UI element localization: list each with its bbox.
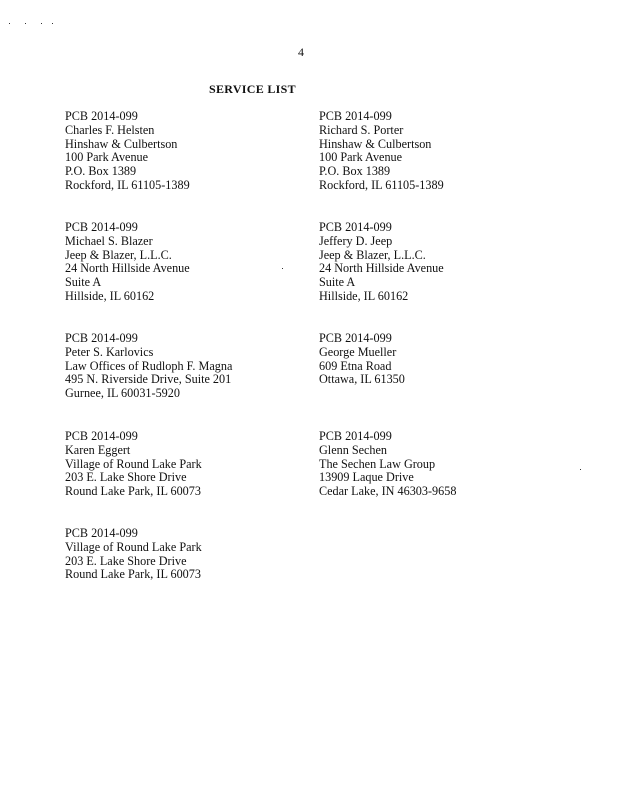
contact-name: Jeffery D. Jeep bbox=[319, 233, 393, 248]
city-state-zip: Cedar Lake, IN 46303-9658 bbox=[319, 484, 457, 499]
docket-number: PCB 2014-099 bbox=[319, 220, 392, 234]
docket-number: PCB 2014-099 bbox=[319, 429, 392, 443]
city-state-zip: Rockford, IL 61105-1389 bbox=[319, 177, 444, 192]
firm-name: Hinshaw & Culbertson bbox=[319, 136, 432, 151]
scan-speck bbox=[580, 469, 581, 470]
firm-name: The Sechen Law Group bbox=[319, 456, 436, 471]
service-entry bbox=[319, 110, 444, 193]
service-entry bbox=[319, 430, 456, 499]
address-line: P.O. Box 1389 bbox=[65, 164, 137, 179]
service-entry bbox=[65, 110, 190, 193]
service-entry bbox=[65, 430, 202, 499]
docket-number: PCB 2014-099 bbox=[65, 331, 138, 345]
service-entry bbox=[319, 221, 444, 304]
scan-speck bbox=[41, 23, 42, 24]
docket-number: PCB 2014-099 bbox=[65, 526, 138, 540]
city-state-zip: Round Lake Park, IL 60073 bbox=[65, 484, 201, 499]
page-title: SERVICE LIST bbox=[209, 82, 296, 96]
contact-name: Village of Round Lake Park bbox=[65, 539, 202, 554]
contact-name: Richard S. Porter bbox=[319, 122, 404, 137]
address-line: 203 E. Lake Shore Drive bbox=[65, 470, 187, 485]
city-state-zip: Gurnee, IL 60031-5920 bbox=[65, 386, 180, 401]
contact-name: Michael S. Blazer bbox=[65, 233, 153, 248]
city-state-zip: Rockford, IL 61105-1389 bbox=[65, 177, 190, 192]
firm-name: Jeep & Blazer, L.L.C. bbox=[65, 247, 172, 262]
firm-name: Village of Round Lake Park bbox=[65, 456, 202, 471]
service-entry bbox=[319, 332, 405, 387]
city-state-zip: Ottawa, IL 61350 bbox=[319, 372, 405, 387]
address-line: 100 Park Avenue bbox=[319, 150, 403, 165]
city-state-zip: Hillside, IL 60162 bbox=[319, 288, 409, 303]
city-state-zip: Hillside, IL 60162 bbox=[65, 288, 155, 303]
service-entry bbox=[65, 221, 190, 304]
address-line: 100 Park Avenue bbox=[65, 150, 149, 165]
contact-name: Charles F. Helsten bbox=[65, 122, 155, 137]
service-entry bbox=[65, 527, 202, 582]
service-entry bbox=[65, 332, 232, 401]
page-number: 4 bbox=[298, 45, 304, 59]
address-line: 24 North Hillside Avenue bbox=[319, 261, 444, 276]
contact-name: Peter S. Karlovics bbox=[65, 344, 154, 359]
docket-number: PCB 2014-099 bbox=[319, 109, 392, 123]
address-line: 203 E. Lake Shore Drive bbox=[65, 553, 187, 568]
scan-speck bbox=[282, 268, 283, 269]
docket-number: PCB 2014-099 bbox=[319, 331, 392, 345]
scan-speck bbox=[25, 23, 26, 24]
firm-name: Law Offices of Rudloph F. Magna bbox=[65, 358, 233, 373]
firm-name: Jeep & Blazer, L.L.C. bbox=[319, 247, 426, 262]
contact-name: Karen Eggert bbox=[65, 442, 131, 457]
docket-number: PCB 2014-099 bbox=[65, 429, 138, 443]
firm-name: Hinshaw & Culbertson bbox=[65, 136, 178, 151]
address-line: Suite A bbox=[319, 275, 356, 290]
city-state-zip: Round Lake Park, IL 60073 bbox=[65, 567, 201, 582]
address-line: Suite A bbox=[65, 275, 102, 290]
address-line: 609 Etna Road bbox=[319, 358, 392, 373]
address-line: 13909 Laque Drive bbox=[319, 470, 414, 485]
scan-speck bbox=[52, 23, 53, 24]
contact-name: George Mueller bbox=[319, 344, 397, 359]
address-line: 495 N. Riverside Drive, Suite 201 bbox=[65, 372, 232, 387]
address-line: 24 North Hillside Avenue bbox=[65, 261, 190, 276]
contact-name: Glenn Sechen bbox=[319, 442, 388, 457]
docket-number: PCB 2014-099 bbox=[65, 220, 138, 234]
scan-speck bbox=[9, 23, 10, 24]
docket-number: PCB 2014-099 bbox=[65, 109, 138, 123]
address-line: P.O. Box 1389 bbox=[319, 164, 391, 179]
